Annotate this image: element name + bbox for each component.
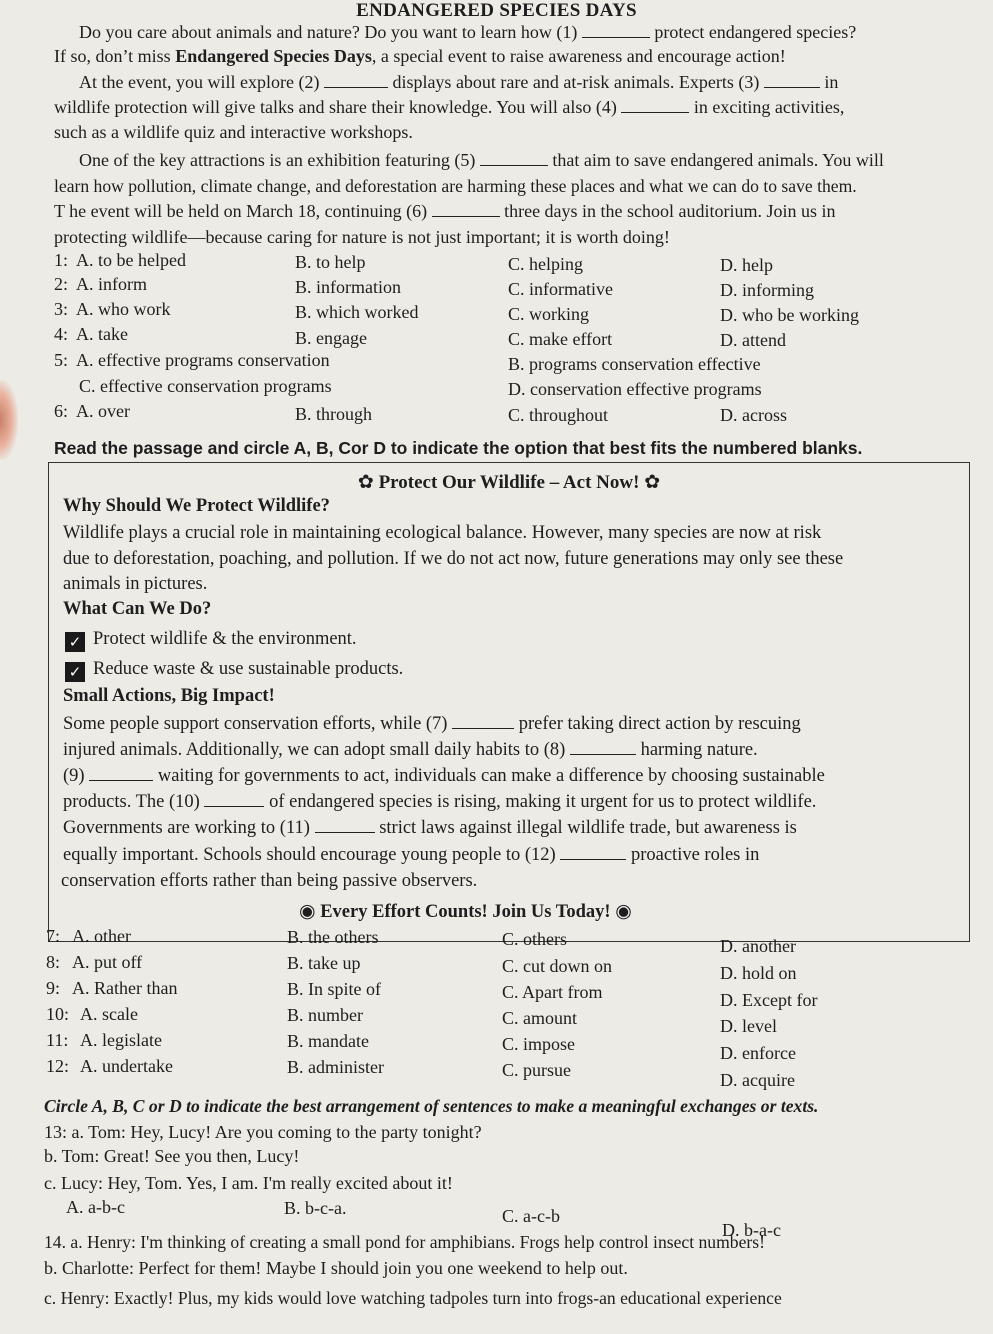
q7-option-d[interactable]: D. another	[720, 936, 796, 956]
box-para2-line3: (9) waiting for governments to act, individuals can make a difference by choosing sustainable	[63, 766, 825, 786]
q10-option-c[interactable]: C. amount	[502, 1008, 577, 1028]
q7-option-a[interactable]: A. other	[72, 926, 131, 946]
blank-12[interactable]	[560, 858, 626, 860]
q2-option-c[interactable]: C. informative	[508, 279, 613, 299]
blank-3[interactable]	[764, 86, 820, 88]
q2-option-b[interactable]: B. information	[295, 277, 401, 297]
q13-line-c: c. Lucy: Hey, Tom. Yes, I am. I'm really excited about it!	[44, 1173, 453, 1193]
q1-option-a[interactable]: A. to be helped	[76, 250, 186, 270]
q3-option-b[interactable]: B. which worked	[295, 302, 419, 322]
blank-4[interactable]	[621, 111, 689, 113]
q12-option-a[interactable]: A. undertake	[80, 1056, 173, 1076]
q3-number: 3:	[54, 299, 69, 319]
box-para2-line6: equally important. Schools should encourage young people to (12) proactive roles in	[63, 845, 760, 865]
q13-option-c[interactable]: C. a-c-b	[502, 1206, 560, 1226]
q5-option-d[interactable]: D. conservation effective programs	[508, 379, 762, 399]
blank-7[interactable]	[452, 727, 514, 729]
checklist-item-2: ✓ Reduce waste & use sustainable products.	[65, 659, 403, 682]
box-title: ✿ Protect Our Wildlife – Act Now! ✿	[357, 471, 661, 493]
q6-option-d[interactable]: D. across	[720, 405, 787, 425]
checkmark-icon: ✓	[65, 662, 85, 682]
box-para1-line2: due to deforestation, poaching, and pollution. If we do not act now, future generations may only see these	[63, 549, 844, 569]
q1-number: 1:	[54, 250, 69, 270]
q6-number: 6:	[54, 401, 69, 421]
box-para2-line4: products. The (10) of endangered species is rising, making it urgent for us to protect wildlife.	[63, 792, 817, 812]
q6-option-c[interactable]: C. throughout	[508, 405, 609, 425]
q13-line-a: 13: a. Tom: Hey, Lucy! Are you coming to the party tonight?	[44, 1122, 482, 1142]
q4-option-c[interactable]: C. make effort	[508, 329, 613, 349]
q5-option-a[interactable]: A. effective programs conservation	[76, 350, 330, 370]
q5-option-c[interactable]: C. effective conservation programs	[79, 376, 332, 396]
blank-8[interactable]	[570, 753, 636, 755]
q1-option-d[interactable]: D. help	[720, 255, 773, 275]
blank-2[interactable]	[324, 86, 388, 88]
q9-option-d[interactable]: D. Except for	[720, 990, 818, 1010]
q13-option-a[interactable]: A. a-b-c	[66, 1197, 125, 1217]
blank-5[interactable]	[480, 164, 548, 166]
q8-number: 8:	[46, 952, 61, 972]
checklist-item-1: ✓ Protect wildlife & the environment.	[65, 629, 357, 652]
q1-option-b[interactable]: B. to help	[295, 252, 366, 272]
q12-option-b[interactable]: B. administer	[287, 1057, 384, 1077]
q14-line-a: 14. a. Henry: I'm thinking of creating a small pond for amphibians. Frogs help control insect numbers!	[44, 1232, 765, 1252]
page-title: ENDANGERED SPECIES DAYS	[356, 0, 637, 21]
q4-option-d[interactable]: D. attend	[720, 330, 786, 350]
passage1-line4: wildlife protection will give talks and share their knowledge. You will also (4) in exciting activities,	[54, 97, 845, 117]
leaf-icon: ✿	[357, 471, 374, 493]
q12-option-c[interactable]: C. pursue	[502, 1060, 571, 1080]
box-para1-line3: animals in pictures.	[63, 574, 208, 594]
q3-option-a[interactable]: A. who work	[76, 299, 171, 319]
box-para2-line5: Governments are working to (11) strict laws against illegal wildlife trade, but awareness is	[63, 818, 797, 838]
box-para2-line2: injured animals. Additionally, we can adopt small daily habits to (8) harming nature.	[63, 740, 758, 760]
q11-option-c[interactable]: C. impose	[502, 1034, 576, 1054]
q7-option-c[interactable]: C. others	[502, 929, 567, 949]
globe-icon: ◉	[615, 900, 632, 922]
instruction-heading: Read the passage and circle A, B, Cor D to indicate the option that best fits the numbered blanks.	[54, 438, 863, 458]
box-para2-line1: Some people support conservation efforts, while (7) prefer taking direct action by rescuing	[63, 714, 801, 734]
passage1-line3: At the event, you will explore (2) displays about rare and at-risk animals. Experts (3) in	[79, 72, 839, 92]
blank-1[interactable]	[582, 36, 650, 38]
q8-option-b[interactable]: B. take up	[287, 953, 361, 973]
q4-number: 4:	[54, 324, 69, 344]
q12-number: 12:	[46, 1056, 70, 1076]
q10-option-b[interactable]: B. number	[287, 1005, 363, 1025]
q6-option-b[interactable]: B. through	[295, 404, 373, 424]
q9-option-c[interactable]: C. Apart from	[502, 982, 603, 1002]
q8-option-d[interactable]: D. hold on	[720, 963, 797, 983]
heading-small-actions: Small Actions, Big Impact!	[63, 686, 275, 706]
leaf-icon: ✿	[644, 471, 661, 493]
q11-option-a[interactable]: A. legislate	[80, 1030, 162, 1050]
q14-line-b: b. Charlotte: Perfect for them! Maybe I should join you one weekend to help out.	[44, 1258, 628, 1278]
blank-6[interactable]	[432, 215, 500, 217]
q3-option-d[interactable]: D. who be working	[720, 305, 859, 325]
q13-line-b: b. Tom: Great! See you then, Lucy!	[44, 1146, 300, 1166]
passage1-line6: One of the key attractions is an exhibition featuring (5) that aim to save endangered animals. You will	[79, 150, 884, 170]
q7-number: 7:	[46, 926, 61, 946]
box-footer: ◉ Every Effort Counts! Join Us Today! ◉	[299, 900, 632, 922]
q6-option-a[interactable]: A. over	[76, 401, 130, 421]
globe-icon: ◉	[299, 900, 316, 922]
box-para2-line7: conservation efforts rather than being passive observers.	[61, 871, 478, 891]
blank-9[interactable]	[89, 779, 153, 781]
q11-number: 11:	[46, 1030, 69, 1050]
q10-option-a[interactable]: A. scale	[80, 1004, 138, 1024]
q10-option-d[interactable]: D. level	[720, 1016, 777, 1036]
heading-what-can-we-do: What Can We Do?	[63, 599, 212, 619]
q14-line-c: c. Henry: Exactly! Plus, my kids would love watching tadpoles turn into frogs-an educational experience	[44, 1288, 782, 1308]
wildlife-passage-box	[48, 462, 970, 942]
blank-10[interactable]	[204, 805, 264, 807]
passage1-line5: such as a wildlife quiz and interactive workshops.	[54, 122, 413, 142]
box-para1-line1: Wildlife plays a crucial role in maintaining ecological balance. However, many species are now at risk	[63, 523, 822, 543]
q12-option-d[interactable]: D. acquire	[720, 1070, 795, 1090]
q11-option-b[interactable]: B. mandate	[287, 1031, 369, 1051]
q9-number: 9:	[46, 978, 61, 998]
q4-option-b[interactable]: B. engage	[295, 328, 367, 348]
passage1-line9: protecting wildlife—because caring for nature is not just important; it is worth doing!	[54, 227, 670, 247]
q11-option-d[interactable]: D. enforce	[720, 1043, 796, 1063]
q2-option-d[interactable]: D. informing	[720, 280, 814, 300]
q3-option-c[interactable]: C. working	[508, 304, 589, 324]
q2-number: 2:	[54, 274, 69, 294]
heading-why-protect: Why Should We Protect Wildlife?	[63, 496, 330, 516]
q8-option-a[interactable]: A. put off	[72, 952, 143, 972]
passage1-line2: If so, don’t miss Endangered Species Days, a special event to raise awareness and encourage action!	[54, 46, 786, 66]
q5-number: 5:	[54, 350, 69, 370]
checkmark-icon: ✓	[65, 632, 85, 652]
arrangement-instruction: Circle A, B, C or D to indicate the best arrangement of sentences to make a meaningful exchanges or texts.	[44, 1096, 819, 1116]
passage1-line7: learn how pollution, climate change, and deforestation are harming these places and what we can do to save them.	[54, 176, 857, 196]
q2-option-a[interactable]: A. inform	[76, 274, 147, 294]
q4-option-a[interactable]: A. take	[76, 324, 128, 344]
q5-option-b[interactable]: B. programs conservation effective	[508, 354, 761, 374]
q13-option-b[interactable]: B. b-c-a.	[284, 1198, 347, 1218]
q9-option-b[interactable]: B. In spite of	[287, 979, 381, 999]
q8-option-c[interactable]: C. cut down on	[502, 956, 612, 976]
passage1-line8: T he event will be held on March 18, continuing (6) three days in the school auditorium. Join us in	[54, 201, 836, 221]
q13-option-d[interactable]: D. b-a-c	[722, 1220, 781, 1240]
blank-11[interactable]	[315, 831, 375, 833]
q1-option-c[interactable]: C. helping	[508, 254, 583, 274]
passage1-line1: Do you care about animals and nature? Do you want to learn how (1) protect endangered species?	[79, 22, 857, 42]
q10-number: 10:	[46, 1004, 70, 1024]
finger-shadow	[0, 380, 18, 460]
q7-option-b[interactable]: B. the others	[287, 927, 379, 947]
q9-option-a[interactable]: A. Rather than	[72, 978, 178, 998]
